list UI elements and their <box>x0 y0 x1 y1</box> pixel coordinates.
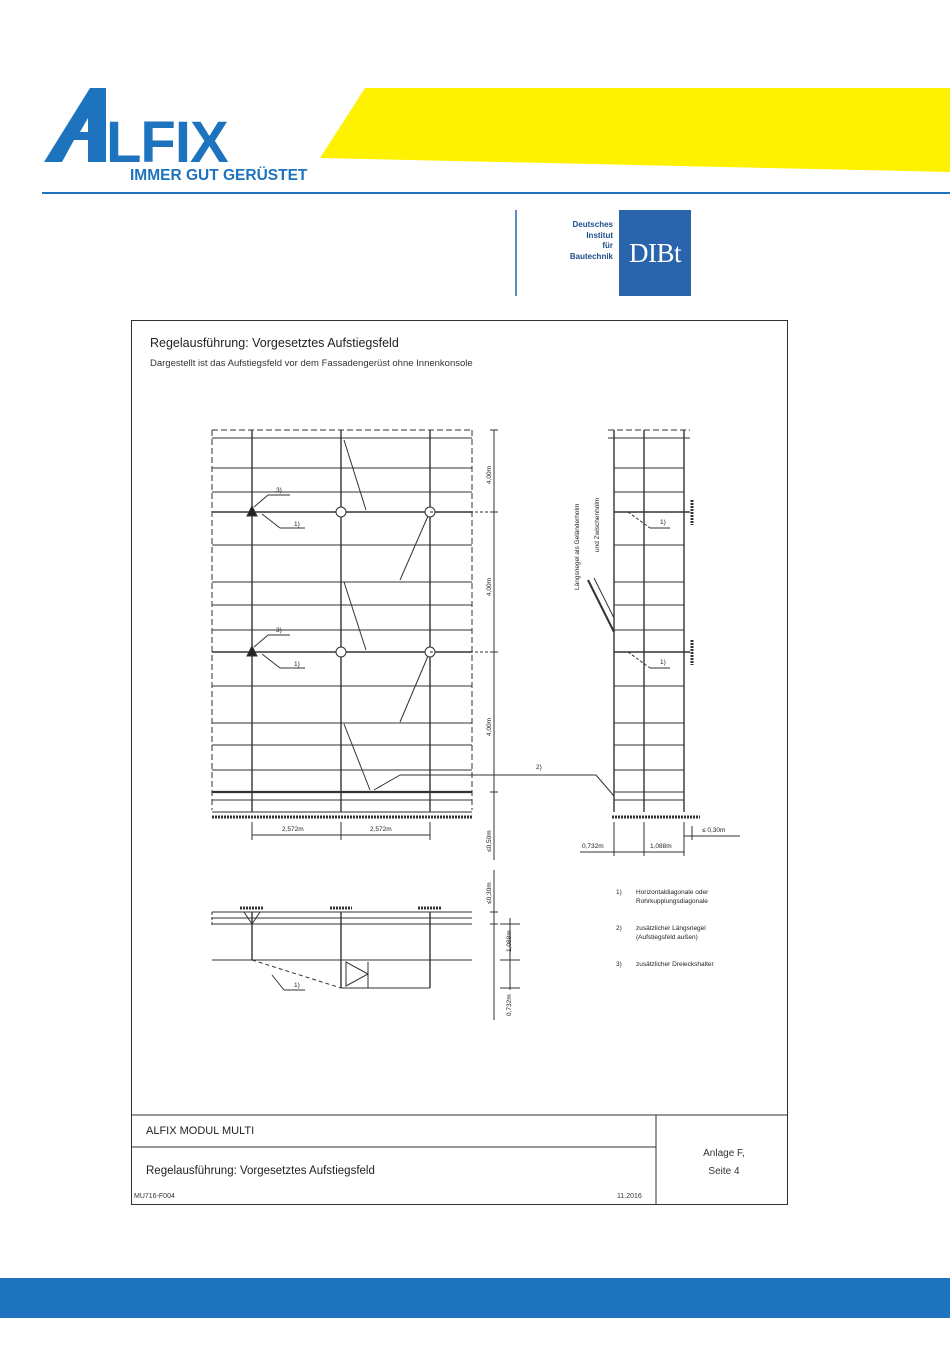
title-block-annex: Anlage F, Seite 4 <box>703 1148 745 1177</box>
callout-3-lower: 3) <box>276 627 282 634</box>
side-dim-1088: 1,088m <box>650 843 672 850</box>
plan-dim-030: ≤0,30m <box>486 882 493 904</box>
logo-slogan: IMMER GUT GERÜSTET <box>130 167 308 184</box>
logo-wordmark: LFIX <box>106 110 228 175</box>
base-height-label: ≤0,50m <box>486 830 493 852</box>
title-block-product: ALFIX MODUL MULTI <box>146 1125 255 1137</box>
side-callout-1-lower: 1) <box>660 659 666 666</box>
title-block-title: Regelausführung: Vorgesetztes Aufstiegsfeld <box>146 1165 375 1177</box>
legend-item-1: 1) Horizontaldiagonale oder Rohrkupplungsdiagonale <box>616 889 709 905</box>
footer-bar <box>0 1278 950 1318</box>
callout-1-lower: 1) <box>294 661 300 668</box>
dibt-institute-name: Deutsches Institut für Bautechnik <box>569 220 613 261</box>
side-rotated-label-1: Längsriegel als Geländerholm <box>574 503 581 590</box>
callout-3-upper: 3) <box>276 487 282 494</box>
plan-dim-1088: 1,088m <box>506 930 513 952</box>
dibt-abbreviation: DIBt <box>619 210 691 296</box>
elevation-view <box>212 430 614 860</box>
drawing-title: Regelausführung: Vorgesetztes Aufstiegsfeld <box>150 336 399 350</box>
bay-label-left: 2,572m <box>282 826 304 833</box>
drawing-subtitle: Dargestellt ist das Aufstiegsfeld vor dem Fassadengerüst ohne Innenkonsole <box>150 358 473 369</box>
callout-1-upper: 1) <box>294 521 300 528</box>
plan-dim-0732: 0,732m <box>506 994 513 1016</box>
side-view <box>580 430 740 856</box>
side-callout-1-upper: 1) <box>660 519 666 526</box>
plan-callout-1: 1) <box>294 982 300 989</box>
title-block-date: 11.2016 <box>617 1193 642 1200</box>
callout-2: 2) <box>536 764 542 771</box>
legend-item-3: 3) zusätzlicher Dreieckshalter <box>616 961 714 968</box>
legend-item-2: 2) zusätzlicher Längsriegel (Aufstiegsfeld außen) <box>616 925 706 941</box>
height-label-top: 4,00m <box>486 465 493 484</box>
side-dim-0732: 0,732m <box>582 843 604 850</box>
bay-label-right: 2,572m <box>370 826 392 833</box>
side-rotated-label-2: und Zwischenholm <box>594 497 601 552</box>
plan-view <box>212 870 520 1020</box>
height-label-middle: 4,00m <box>486 577 493 596</box>
height-label-bottom: 4,00m <box>486 717 493 736</box>
title-block-doc-number: MU716-F004 <box>134 1193 175 1200</box>
side-dim-030: ≤ 0,30m <box>702 827 726 834</box>
